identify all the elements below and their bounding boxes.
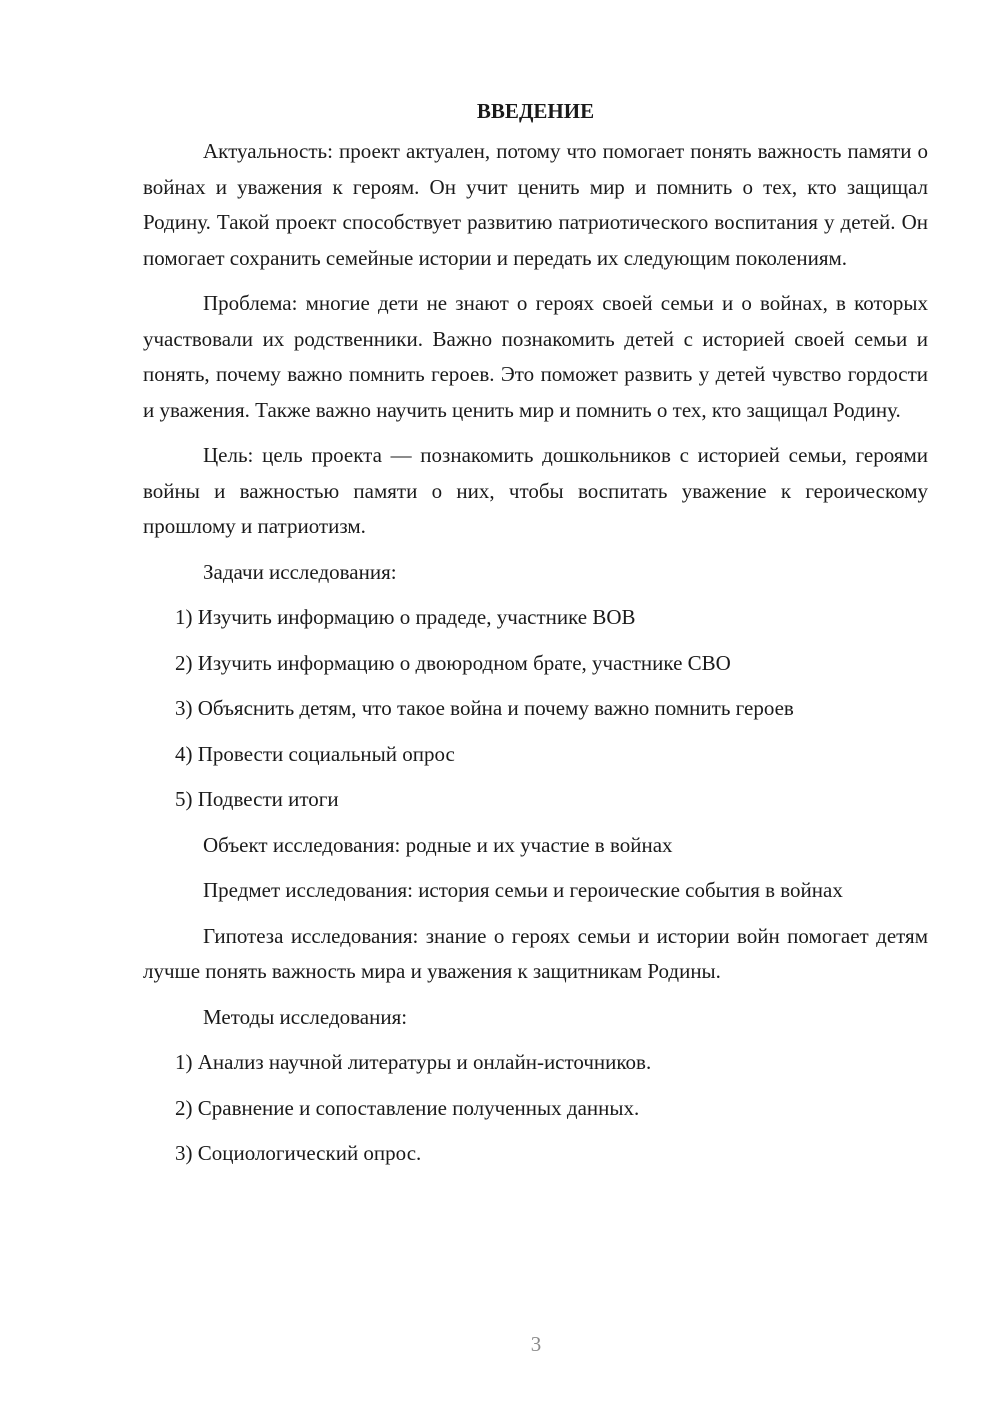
subject-paragraph: Предмет исследования: история семьи и героические события в войнах bbox=[203, 878, 843, 902]
method-item: 1) Анализ научной литературы и онлайн-источников. bbox=[175, 1050, 652, 1074]
relevance-paragraph: Актуальность: проект актуален, потому что помогает понять важность памяти о войнах и уважения к героям. Он учит ценить мир и помнить о тех, кто защищал Родину. Такой проект способствует развитию патриотического воспитания у детей. Он помогает сохранить семейные истории и передать их следующим поколениям. bbox=[143, 139, 928, 270]
page-title: ВВЕДЕНИЕ bbox=[476, 99, 595, 123]
method-item: 3) Социологический опрос. bbox=[175, 1141, 422, 1165]
task-item: 4) Провести социальный опрос bbox=[175, 741, 455, 766]
hypothesis-paragraph: Гипотеза исследования: знание о героях семьи и истории войн помогает детям лучше понять важность мира и уважения к защитникам Родины. bbox=[143, 923, 928, 983]
object-paragraph: Объект исследования: родные и их участие в войнах bbox=[203, 832, 673, 857]
problem-paragraph: Проблема: многие дети не знают о героях своей семьи и о войнах, в которых участвовали их родственники. Важно познакомить детей с историей своей семьи и понять, почему важно помнить героев. Это поможет развить у детей чувство гордости и уважения. Также важно научить ценить мир и помнить о тех, кто защищал Родину. bbox=[143, 291, 928, 422]
methods-title: Методы исследования: bbox=[203, 1004, 408, 1029]
page-number: 3 bbox=[530, 1332, 542, 1356]
task-item: 1) Изучить информацию о прадеде, участнике ВОВ bbox=[175, 605, 636, 629]
method-item: 2) Сравнение и сопоставление полученных данных. bbox=[175, 1095, 640, 1120]
goal-paragraph: Цель: цель проекта — познакомить дошкольников с историей семьи, героями войны и важностью памяти о них, чтобы воспитать уважение к героическому прошлому и патриотизм. bbox=[143, 443, 928, 538]
document-body bbox=[143, 96, 928, 1182]
task-item: 5) Подвести итоги bbox=[175, 787, 339, 811]
tasks-title: Задачи исследования: bbox=[203, 559, 397, 584]
task-item: 3) Объяснить детям, что такое война и почему важно помнить героев bbox=[175, 696, 794, 720]
task-item: 2) Изучить информацию о двоюродном брате, участнике СВО bbox=[175, 650, 731, 675]
